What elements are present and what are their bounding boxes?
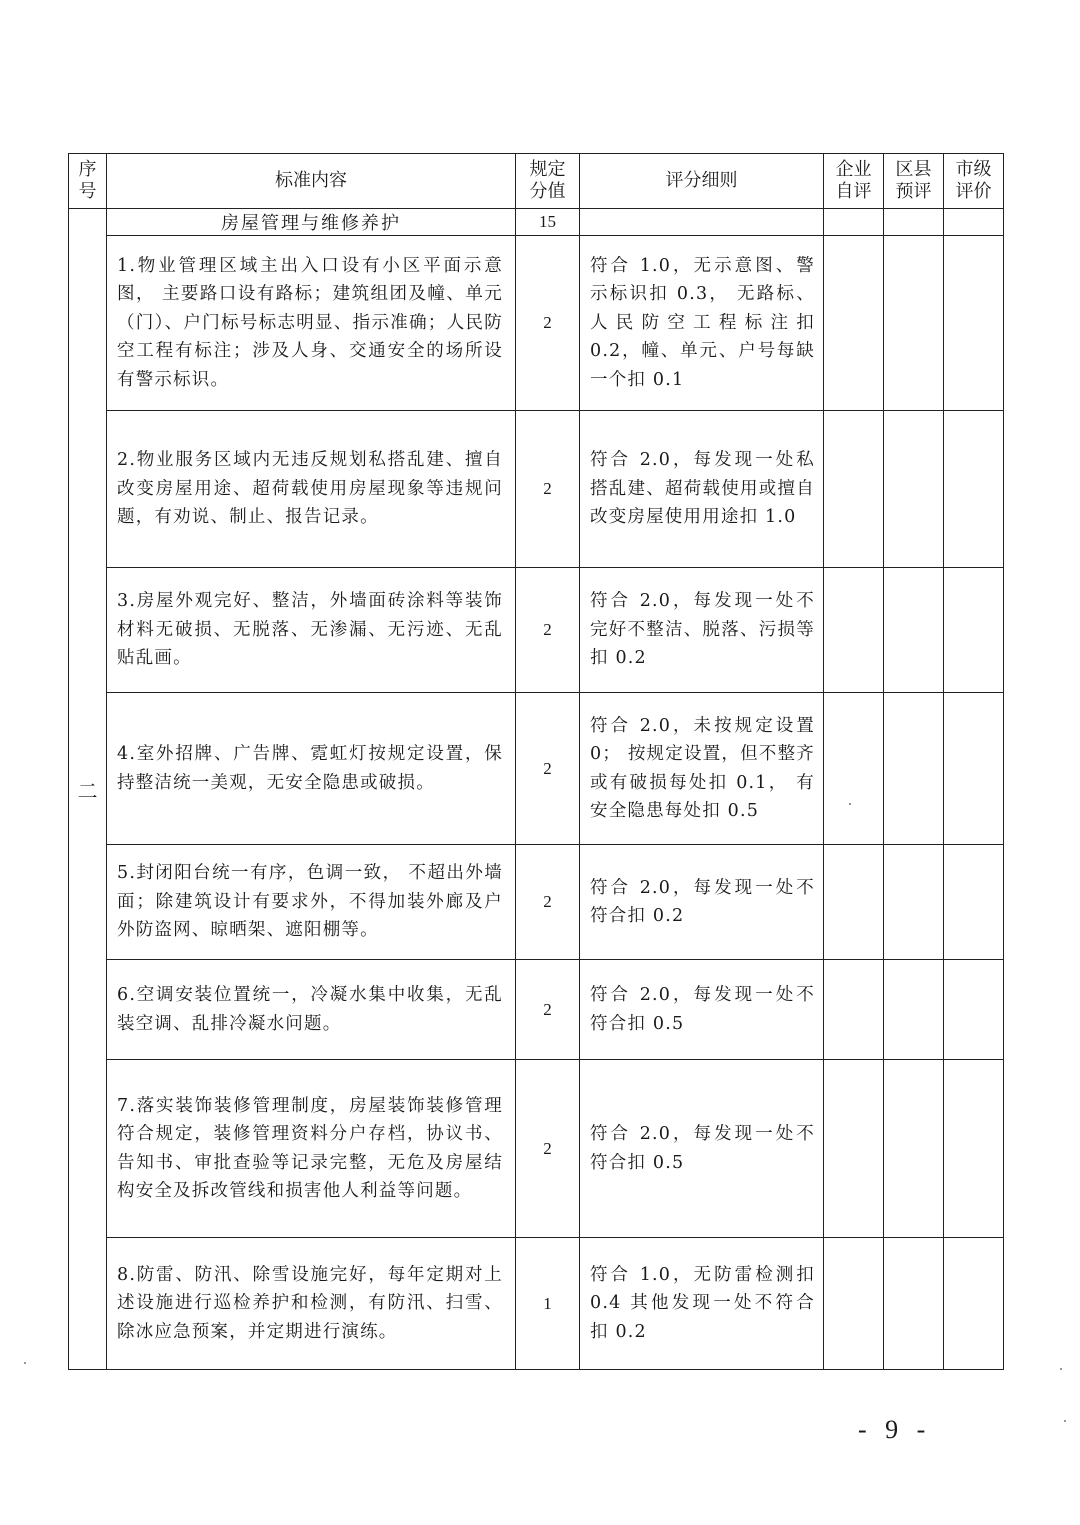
section-city-blank [944, 209, 1004, 236]
header-score: 规定分值 [516, 154, 580, 209]
row-rule: 符合 1.0，无防雷检测扣 0.4 其他发现一处不符合扣 0.2 [580, 1238, 824, 1370]
row-county-pre [884, 845, 944, 960]
row-self-eval [824, 1238, 884, 1370]
header-content: 标准内容 [107, 154, 516, 209]
row-county-pre [884, 568, 944, 693]
section-pre-blank [884, 209, 944, 236]
row-rule: 符合 1.0，无示意图、警示标识扣 0.3， 无路标、人民防空工程标注扣 0.2，幢、单元、户号每缺一个扣 0.1 [580, 236, 824, 411]
section-title: 房屋管理与维修养护 [107, 209, 516, 236]
row-self-eval [824, 845, 884, 960]
scan-speck [1060, 1368, 1062, 1370]
row-county-pre [884, 693, 944, 845]
row-self-eval [824, 960, 884, 1060]
row-city-eval [944, 568, 1004, 693]
row-score: 2 [516, 845, 580, 960]
table-row [69, 1238, 1004, 1370]
scan-speck [24, 1362, 26, 1364]
row-self-eval [824, 411, 884, 568]
header-city-eval: 市级评价 [944, 154, 1004, 209]
table-row [69, 236, 1004, 411]
row-content: 5.封闭阳台统一有序，色调一致， 不超出外墙面；除建筑设计有要求外，不得加装外廊及户外防盗网、晾晒架、遮阳棚等。 [107, 845, 516, 960]
row-content: 8.防雷、防汛、除雪设施完好，每年定期对上述设施进行巡检养护和检测，有防汛、扫雪、除冰应急预案，并定期进行演练。 [107, 1238, 516, 1370]
row-content: 7.落实装饰装修管理制度，房屋装饰装修管理符合规定，装修管理资料分户存档，协议书、告知书、审批查验等记录完整，无危及房屋结构安全及拆改管线和损害他人利益等问题。 [107, 1060, 516, 1238]
header-rule: 评分细则 [580, 154, 824, 209]
table-header-row [69, 154, 1004, 209]
row-content: 3.房屋外观完好、整洁，外墙面砖涂料等装饰材料无破损、无脱落、无渗漏、无污迹、无乱贴乱画。 [107, 568, 516, 693]
row-score: 2 [516, 960, 580, 1060]
row-city-eval [944, 236, 1004, 411]
row-city-eval [944, 960, 1004, 1060]
table-row [69, 960, 1004, 1060]
row-content: 6.空调安装位置统一，冷凝水集中收集，无乱装空调、乱排冷凝水问题。 [107, 960, 516, 1060]
section-self-blank [824, 209, 884, 236]
scan-speck [1064, 1420, 1066, 1422]
row-county-pre [884, 1060, 944, 1238]
row-city-eval [944, 1060, 1004, 1238]
row-county-pre [884, 236, 944, 411]
row-content: 4.室外招牌、广告牌、霓虹灯按规定设置，保持整洁统一美观，无安全隐患或破损。 [107, 693, 516, 845]
table-row [69, 693, 1004, 845]
row-rule: 符合 2.0，未按规定设置 0； 按规定设置，但不整齐或有破损每处扣 0.1， 有安全隐患每处扣 0.5 [580, 693, 824, 845]
row-content: 1.物业管理区域主出入口设有小区平面示意图， 主要路口设有路标；建筑组团及幢、单元（门）、户门标号标志明显、指示准确；人民防空工程有标注；涉及人身、交通安全的场所设有警示标识。 [107, 236, 516, 411]
row-city-eval [944, 1238, 1004, 1370]
row-county-pre [884, 960, 944, 1060]
header-county-pre: 区县预评 [884, 154, 944, 209]
row-city-eval [944, 411, 1004, 568]
section-row [69, 209, 1004, 236]
row-rule: 符合 2.0，每发现一处不符合扣 0.5 [580, 960, 824, 1060]
row-county-pre [884, 1238, 944, 1370]
evaluation-table [68, 153, 1004, 1370]
row-rule: 符合 2.0，每发现一处不完好不整洁、脱落、污损等扣 0.2 [580, 568, 824, 693]
row-self-eval [824, 693, 884, 845]
table-row [69, 845, 1004, 960]
row-self-eval [824, 1060, 884, 1238]
row-self-eval [824, 568, 884, 693]
row-score: 2 [516, 568, 580, 693]
row-county-pre [884, 411, 944, 568]
header-no: 序号 [69, 154, 107, 209]
row-rule: 符合 2.0，每发现一处不符合扣 0.5 [580, 1060, 824, 1238]
row-self-eval [824, 236, 884, 411]
scan-speck [849, 803, 851, 805]
page-number: - 9 - [858, 1415, 932, 1444]
row-rule: 符合 2.0，每发现一处私搭乱建、超荷载使用或擅自改变房屋使用用途扣 1.0 [580, 411, 824, 568]
row-score: 2 [516, 411, 580, 568]
row-score: 2 [516, 1060, 580, 1238]
row-score: 2 [516, 236, 580, 411]
table-row [69, 568, 1004, 693]
row-score: 2 [516, 693, 580, 845]
row-city-eval [944, 693, 1004, 845]
row-rule: 符合 2.0，每发现一处不符合扣 0.2 [580, 845, 824, 960]
section-score: 15 [516, 209, 580, 236]
row-city-eval [944, 845, 1004, 960]
header-self-eval: 企业自评 [824, 154, 884, 209]
row-content: 2.物业服务区域内无违反规划私搭乱建、擅自改变房屋用途、超荷载使用房屋现象等违规问题，有劝说、制止、报告记录。 [107, 411, 516, 568]
row-score: 1 [516, 1238, 580, 1370]
table-row [69, 411, 1004, 568]
section-number: 二 [69, 209, 107, 1370]
table-row [69, 1060, 1004, 1238]
section-rule-blank [580, 209, 824, 236]
